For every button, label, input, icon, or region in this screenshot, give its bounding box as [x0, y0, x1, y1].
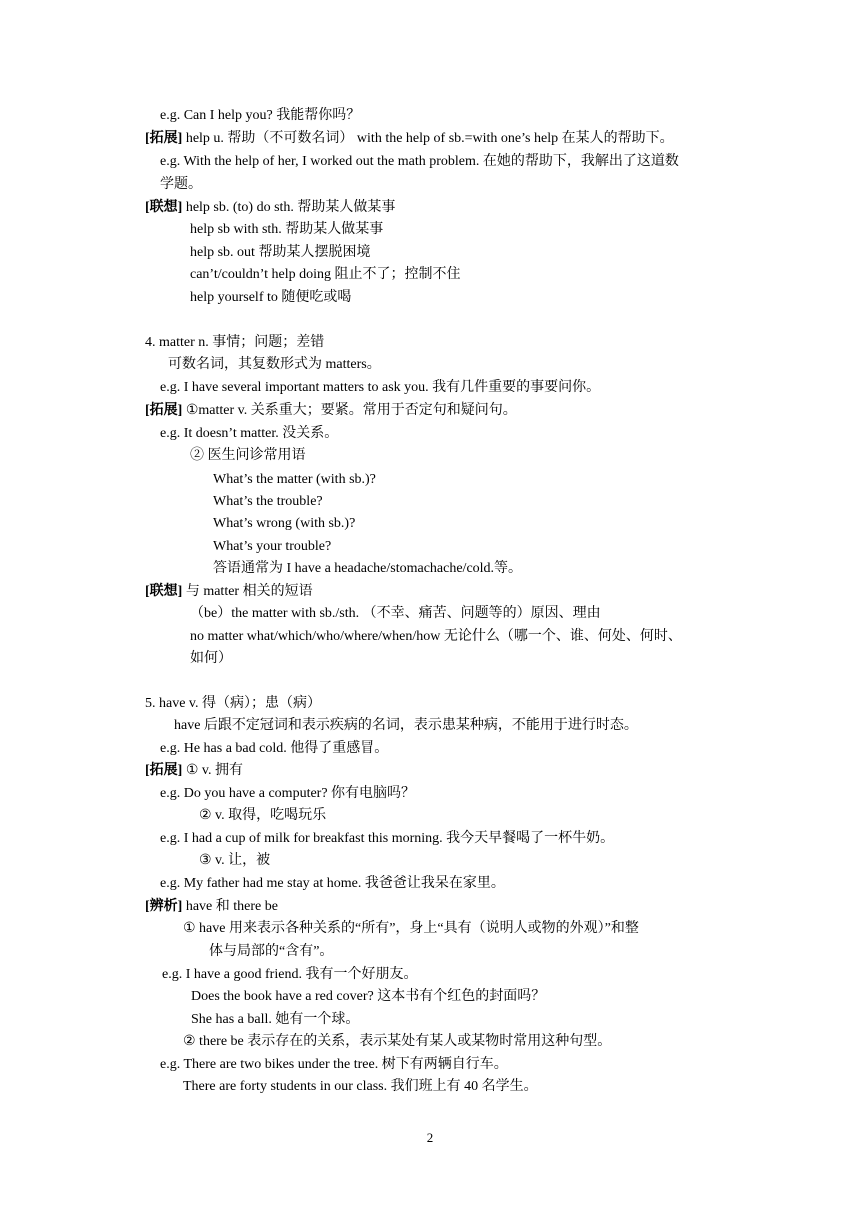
subpoint-line: ① have 用来表示各种关系的“所有”，身上“具有（说明人或物的外观）”和整 — [183, 921, 639, 936]
phrase-line: can’t/couldn’t help doing 阻止不了；控制不住 — [190, 267, 461, 282]
note-line: 答语通常为 I have a headache/stomachache/cold.等。 — [213, 561, 523, 576]
extension-line: [拓展] ①matter v. 关系重大；要紧。常用于否定句和疑问句。 — [145, 403, 517, 418]
example-line: e.g. I have a good friend. 我有一个好朋友。 — [162, 967, 418, 982]
subpoint-line: ② there be 表示存在的关系，表示某处有某人或某物时常用这种句型。 — [183, 1034, 612, 1049]
subpoint-line: ③ v. 让，被 — [199, 853, 271, 868]
example-line-cont: 学题。 — [160, 177, 202, 192]
subpoint-line: ② 医生问诊常用语 — [190, 448, 306, 463]
extension-line: [拓展] help u. 帮助（不可数名词） with the help of sb.=with one’s help 在某人的帮助下。 — [145, 131, 674, 146]
tag-extension: [拓展] — [145, 763, 183, 778]
example-line: e.g. My father had me stay at home. 我爸爸让我呆在家里。 — [160, 876, 505, 891]
subpoint-line: ② v. 取得，吃喝玩乐 — [199, 808, 327, 823]
phrase-line: help yourself to 随便吃或喝 — [190, 290, 352, 305]
example-line: e.g. I have several important matters to ask you. 我有几件重要的事要问你。 — [160, 380, 601, 395]
tag-association: [联想] — [145, 584, 183, 599]
example-line: e.g. Can I help you? 我能帮你吗？ — [160, 108, 361, 123]
example-line: She has a ball. 她有一个球。 — [191, 1012, 360, 1027]
tag-extension: [拓展] — [145, 403, 183, 418]
example-line: e.g. With the help of her, I worked out the math problem. 在她的帮助下，我解出了这道数 — [160, 154, 679, 169]
example-line: e.g. It doesn’t matter. 没关系。 — [160, 426, 339, 441]
example-line: e.g. There are two bikes under the tree. 树下有两辆自行车。 — [160, 1057, 508, 1072]
page-number: 2 — [426, 1130, 434, 1145]
example-line: e.g. Do you have a computer? 你有电脑吗？ — [160, 786, 416, 801]
example-line: There are forty students in our class. 我们班上有 40 名学生。 — [183, 1079, 538, 1094]
phrase-line: What’s wrong (with sb.)? — [213, 516, 356, 531]
tag-extension: [拓展] — [145, 131, 183, 146]
section-heading-have: 5. have v. 得（病）；患（病） — [145, 696, 322, 711]
extension-line: [拓展] ① v. 拥有 — [145, 763, 243, 778]
example-line: e.g. I had a cup of milk for breakfast this morning. 我今天早餐喝了一杯牛奶。 — [160, 831, 615, 846]
section-heading-matter: 4. matter n. 事情；问题；差错 — [145, 335, 325, 350]
phrase-line: What’s the trouble? — [213, 494, 323, 509]
example-line: e.g. He has a bad cold. 他得了重感冒。 — [160, 741, 389, 756]
association-line: [联想] 与 matter 相关的短语 — [145, 584, 313, 599]
phrase-line: What’s your trouble? — [213, 539, 332, 554]
tag-association: [联想] — [145, 200, 183, 215]
phrase-line: no matter what/which/who/where/when/how 无论什么（哪一个、谁、何处、何时、 — [190, 629, 682, 644]
phrase-line: （be）the matter with sb./sth. （不幸、痛苦、问题等的）原因、理由 — [190, 606, 601, 621]
phrase-line: help sb with sth. 帮助某人做某事 — [190, 222, 384, 237]
tag-comparison: [辨析] — [145, 899, 183, 914]
note-line: 可数名词，其复数形式为 matters。 — [168, 357, 381, 372]
subpoint-line-cont: 体与局部的“含有”。 — [209, 944, 334, 959]
note-line: have 后跟不定冠词和表示疾病的名词，表示患某种病，不能用于进行时态。 — [174, 718, 638, 733]
example-line: Does the book have a red cover? 这本书有个红色的封面吗？ — [191, 989, 546, 1004]
phrase-line: help sb. out 帮助某人摆脱困境 — [190, 245, 371, 260]
association-line: [联想] help sb. (to) do sth. 帮助某人做某事 — [145, 200, 396, 215]
phrase-line: What’s the matter (with sb.)? — [213, 472, 376, 487]
phrase-line-cont: 如何） — [190, 651, 232, 666]
comparison-line: [辨析] have 和 there be — [145, 899, 278, 914]
